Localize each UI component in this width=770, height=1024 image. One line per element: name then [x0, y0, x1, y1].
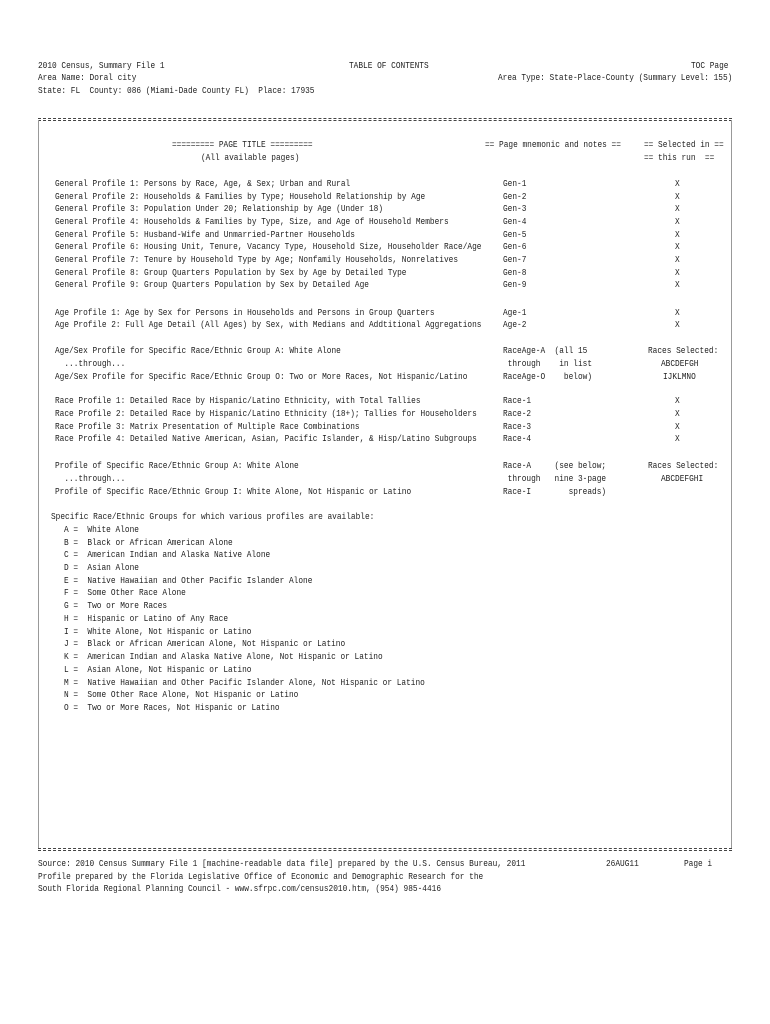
selected-mark: X: [675, 241, 680, 252]
selected-mark: X: [675, 279, 680, 290]
profile-code: Race-1: [503, 395, 532, 406]
selected-mark: X: [675, 254, 680, 265]
races-selected-codes: IJKLMNO: [663, 371, 696, 382]
area-type: Area Type: State-Place-County (Summary Level: 155): [498, 72, 733, 83]
profile-title: General Profile 9: Group Quarters Population by Sex by Detailed Age: [55, 279, 369, 290]
selected-mark: X: [675, 421, 680, 432]
races-selected-label: Races Selected:: [648, 460, 719, 471]
profile-title: Profile of Specific Race/Ethnic Group A: White Alone: [55, 460, 299, 471]
box-right-border: [731, 120, 732, 848]
group-item: C = American Indian and Alaska Native Alone: [64, 549, 271, 560]
group-item: I = White Alone, Not Hispanic or Latino: [64, 626, 252, 637]
races-selected-codes: ABCDEFGH: [661, 358, 699, 369]
box-bottom-border: [38, 848, 732, 849]
profile-code: Gen-3: [503, 203, 527, 214]
profile-code: Gen-9: [503, 279, 527, 290]
profile-code: Gen-8: [503, 267, 527, 278]
selected-mark: X: [675, 203, 680, 214]
profile-code: RaceAge-A (all 15: [503, 345, 588, 356]
selected-mark: X: [675, 229, 680, 240]
profile-code: Race-4: [503, 433, 532, 444]
group-item: H = Hispanic or Latino of Any Race: [64, 613, 229, 624]
profile-title: General Profile 5: Husband-Wife and Unmarried-Partner Households: [55, 229, 355, 240]
profile-code: Gen-4: [503, 216, 527, 227]
profile-title: General Profile 4: Households & Families by Type, Size, and Age of Household Members: [55, 216, 449, 227]
box-top-border: [38, 118, 732, 119]
profile-title: Age/Sex Profile for Specific Race/Ethnic Group O: Two or More Races, Not Hispanic/Latino: [55, 371, 468, 382]
profile-code: Gen-6: [503, 241, 527, 252]
col-selected-sub: == this run ==: [644, 152, 715, 163]
selected-mark: X: [675, 178, 680, 189]
races-selected-label: Races Selected:: [648, 345, 719, 356]
header-title: 2010 Census, Summary File 1: [38, 60, 165, 71]
profile-title: General Profile 6: Housing Unit, Tenure, Vacancy Type, Household Size, Householder Race/Age: [55, 241, 482, 252]
selected-mark: X: [675, 433, 680, 444]
group-item: N = Some Other Race Alone, Not Hispanic or Latino: [64, 689, 299, 700]
area-name: Area Name: Doral city: [38, 72, 137, 83]
profile-title: Race Profile 1: Detailed Race by Hispanic/Latino Ethnicity, with Total Tallies: [55, 395, 421, 406]
selected-mark: X: [675, 319, 680, 330]
toc-page-label: TOC Page: [691, 60, 729, 71]
footer-source: Source: 2010 Census Summary File 1 [machine-readable data file] prepared by the U.S. Census Bureau, 2011: [38, 858, 526, 869]
selected-mark: X: [675, 395, 680, 406]
profile-code: Gen-1: [503, 178, 527, 189]
profile-title: Age/Sex Profile for Specific Race/Ethnic Group A: White Alone: [55, 345, 341, 356]
group-item: F = Some Other Race Alone: [64, 587, 186, 598]
box-top-border-2: [38, 120, 732, 121]
groups-heading: Specific Race/Ethnic Groups for which various profiles are available:: [51, 511, 375, 522]
profile-title: ...through...: [55, 358, 126, 369]
profile-title: Race Profile 4: Detailed Native American, Asian, Pacific Islander, & Hisp/Latino Subgroups: [55, 433, 477, 444]
col-selected: == Selected in ==: [644, 139, 724, 150]
races-selected-codes: ABCDEFGHI: [661, 473, 704, 484]
footer-page-number: Page i: [684, 858, 713, 869]
profile-title: Race Profile 3: Matrix Presentation of Multiple Race Combinations: [55, 421, 360, 432]
profile-code: Gen-5: [503, 229, 527, 240]
profile-title: ...through...: [55, 473, 126, 484]
profile-code: Race-I spreads): [503, 486, 607, 497]
selected-mark: X: [675, 408, 680, 419]
profile-code: Gen-2: [503, 191, 527, 202]
group-item: L = Asian Alone, Not Hispanic or Latino: [64, 664, 252, 675]
col-page-title: ========= PAGE TITLE =========: [172, 139, 313, 150]
profile-code: through nine 3-page: [503, 473, 607, 484]
profile-code: through in list: [503, 358, 593, 369]
col-mnemonic: == Page mnemonic and notes ==: [485, 139, 621, 150]
profile-title: Age Profile 1: Age by Sex for Persons in Households and Persons in Group Quarters: [55, 307, 435, 318]
profile-title: General Profile 7: Tenure by Household Type by Age; Nonfamily Households, Nonrelatives: [55, 254, 459, 265]
selected-mark: X: [675, 191, 680, 202]
footer-date: 26AUG11: [606, 858, 639, 869]
selected-mark: X: [675, 307, 680, 318]
group-item: G = Two or More Races: [64, 600, 168, 611]
profile-code: Race-2: [503, 408, 532, 419]
profile-code: Gen-7: [503, 254, 527, 265]
col-page-title-sub: (All available pages): [201, 152, 300, 163]
group-item: E = Native Hawaiian and Other Pacific Islander Alone: [64, 575, 313, 586]
profile-title: Age Profile 2: Full Age Detail (All Ages) by Sex, with Medians and Addtitional Aggregations: [55, 319, 482, 330]
profile-code: Race-A (see below;: [503, 460, 607, 471]
toc-heading: TABLE OF CONTENTS: [349, 60, 429, 71]
profile-title: General Profile 3: Population Under 20; Relationship by Age (Under 18): [55, 203, 384, 214]
profile-title: General Profile 1: Persons by Race, Age, & Sex; Urban and Rural: [55, 178, 351, 189]
profile-code: Race-3: [503, 421, 532, 432]
box-left-border: [38, 120, 39, 848]
state-line: State: FL County: 086 (Miami-Dade County FL) Place: 17935: [38, 85, 315, 96]
box-bottom-border-2: [38, 850, 732, 851]
selected-mark: X: [675, 216, 680, 227]
profile-code: RaceAge-O below): [503, 371, 593, 382]
group-item: D = Asian Alone: [64, 562, 139, 573]
group-item: B = Black or African American Alone: [64, 537, 233, 548]
group-item: M = Native Hawaiian and Other Pacific Islander Alone, Not Hispanic or Latino: [64, 677, 425, 688]
group-item: J = Black or African American Alone, Not Hispanic or Latino: [64, 638, 346, 649]
profile-code: Age-1: [503, 307, 527, 318]
profile-code: Age-2: [503, 319, 527, 330]
profile-title: Profile of Specific Race/Ethnic Group I: White Alone, Not Hispanic or Latino: [55, 486, 412, 497]
group-item: K = American Indian and Alaska Native Alone, Not Hispanic or Latino: [64, 651, 383, 662]
profile-title: General Profile 2: Households & Families by Type; Household Relationship by Age: [55, 191, 426, 202]
profile-title: Race Profile 2: Detailed Race by Hispanic/Latino Ethnicity (18+); Tallies for Householders: [55, 408, 477, 419]
profile-title: General Profile 8: Group Quarters Population by Sex by Age by Detailed Type: [55, 267, 407, 278]
footer-contact: South Florida Regional Planning Council - www.sfrpc.com/census2010.htm, (954) 985-4416: [38, 883, 442, 894]
group-item: A = White Alone: [64, 524, 139, 535]
footer-credit: Profile prepared by the Florida Legislative Office of Economic and Demographic Research for the: [38, 871, 484, 882]
group-item: O = Two or More Races, Not Hispanic or Latino: [64, 702, 280, 713]
selected-mark: X: [675, 267, 680, 278]
